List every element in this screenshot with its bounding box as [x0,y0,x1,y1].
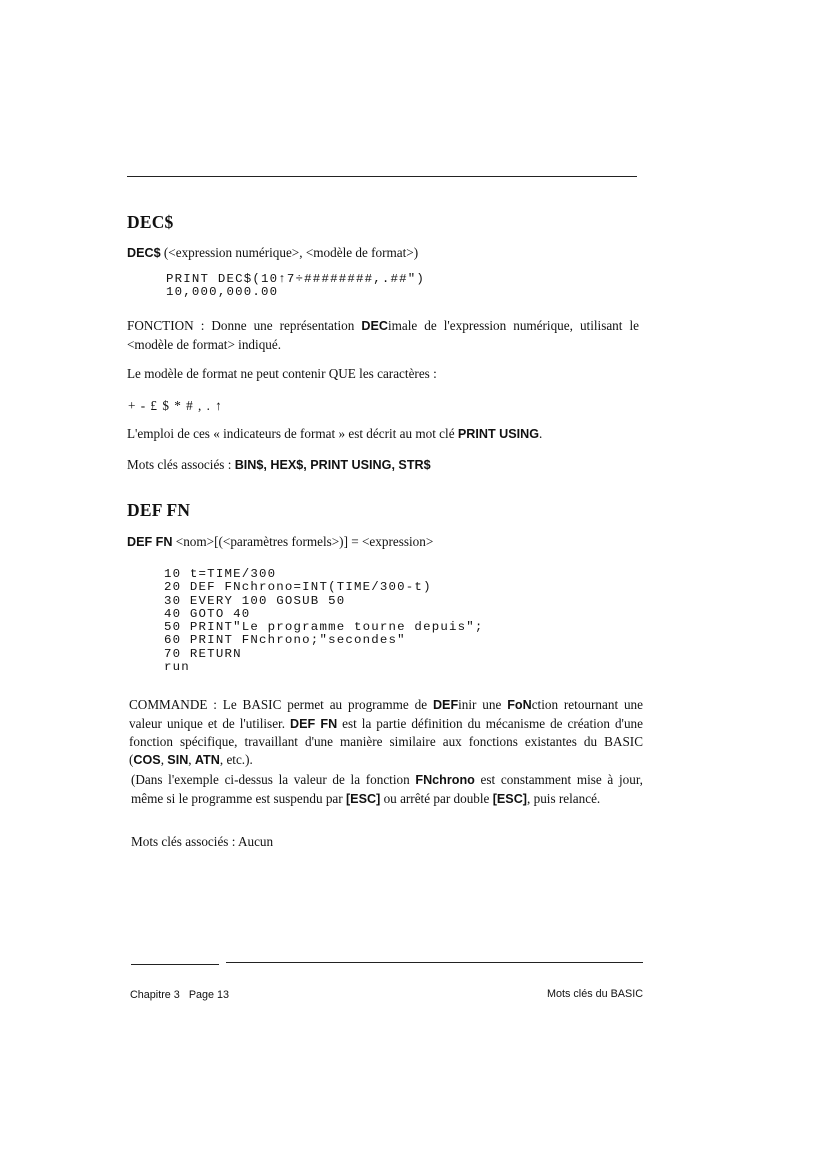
deffn-ex-keyword-fnchrono: FNchrono [415,773,475,787]
top-rule [127,176,637,177]
deffn-syntax [127,534,433,551]
dec-syntax [127,245,418,262]
deffn-ex-text-4: , puis relancé. [527,790,601,806]
deffn-cmd-text-3: ction retournant une valeur unique et de l'utiliser. [129,697,643,731]
dec-code-example: PRINT DEC$(10↑7÷########,.##") 10,000,000.00 [166,272,426,300]
deffn-ex-text-3: ou arrêté par double [380,790,493,806]
dec-fn-keyword: DEC [361,319,388,333]
dec-fn-text-1: FONCTION : Donne une représentation [127,318,362,333]
deffn-cmd-keyword-sin: SIN [167,752,189,767]
deffn-cmd-keyword-def: DEF [432,698,459,712]
deffn-cmd-text-1: COMMANDE : Le BASIC permet au programme de [129,697,433,712]
footer-section-title: Mots clés du BASIC [547,988,644,1000]
deffn-code-example: 10 t=TIME/300 20 DEF FNchrono=INT(TIME/300-t) 30 EVERY 100 GOSUB 50 40 GOTO 40 50 PRINT"Le programme tourne depuis"; 60 PRINT FNchrono;"secondes" 70 RETURN run [164,567,484,675]
dec-related-label: Mots clés associés : [127,457,235,472]
deffn-cmd-sep-2: , [188,751,195,767]
dec-function-description [127,317,639,353]
dec-usage [127,426,542,443]
deffn-ex-keyword-esc: [ESC] [345,791,381,806]
dec-usage-end: . [539,426,543,441]
deffn-related-keywords: Mots clés associés : Aucun [131,834,274,849]
footer-rule-right [226,962,643,963]
deffn-cmd-keyword-fon: FoN [507,698,532,712]
deffn-cmd-keyword-deffn: DEF FN [290,716,338,731]
deffn-cmd-text-4: est la partie définition du mécanisme de création d'une fonction spécifique, travaillant d'une manière similaire aux fonctions existantes du BASIC ( [129,715,643,767]
deffn-cmd-sep-1: , [160,751,168,767]
deffn-heading: DEF FN [127,500,191,520]
dec-related-keywords [127,457,431,474]
footer-chapter-page: Chapitre 3 Page 13 [130,989,230,1001]
deffn-cmd-keyword-cos: COS [133,752,161,767]
dec-chars-intro: Le modèle de format ne peut contenir QUE les caractères : [127,366,437,381]
deffn-cmd-keyword-atn: ATN [194,752,220,767]
dec-syntax-keyword: DEC$ [127,246,161,260]
deffn-command-description [129,696,643,769]
deffn-syntax-args: <nom>[(<paramètres formels>)] = <expression> [172,534,434,549]
dec-syntax-args: (<expression numérique>, <modèle de format>) [160,245,419,260]
footer-rule-left [131,964,219,965]
deffn-syntax-keyword: DEF FN [127,535,173,549]
deffn-example-note [131,771,643,808]
dec-usage-text: L'emploi de ces « indicateurs de format » est décrit au mot clé [127,426,458,441]
deffn-ex-text-1: (Dans l'exemple ci-dessus la valeur de la fonction [131,772,416,787]
dec-format-chars: + - £ $ * # , . ↑ [128,398,223,413]
deffn-ex-keyword-esc-2: [ESC] [492,791,527,806]
deffn-ex-text-2: est constamment mise à jour, même si le programme est suspendu par [131,772,643,806]
dec-usage-keyword: PRINT USING [457,427,540,441]
dec-related-list: BIN$, HEX$, PRINT USING, STR$ [234,458,431,472]
deffn-cmd-text-2: inir une [458,697,508,712]
dec-fn-text-2: imale de l'expression numérique, utilisant le <modèle de format> indiqué. [127,318,639,352]
deffn-cmd-text-5: , etc.). [219,751,253,767]
dec-heading: DEC$ [127,212,174,232]
